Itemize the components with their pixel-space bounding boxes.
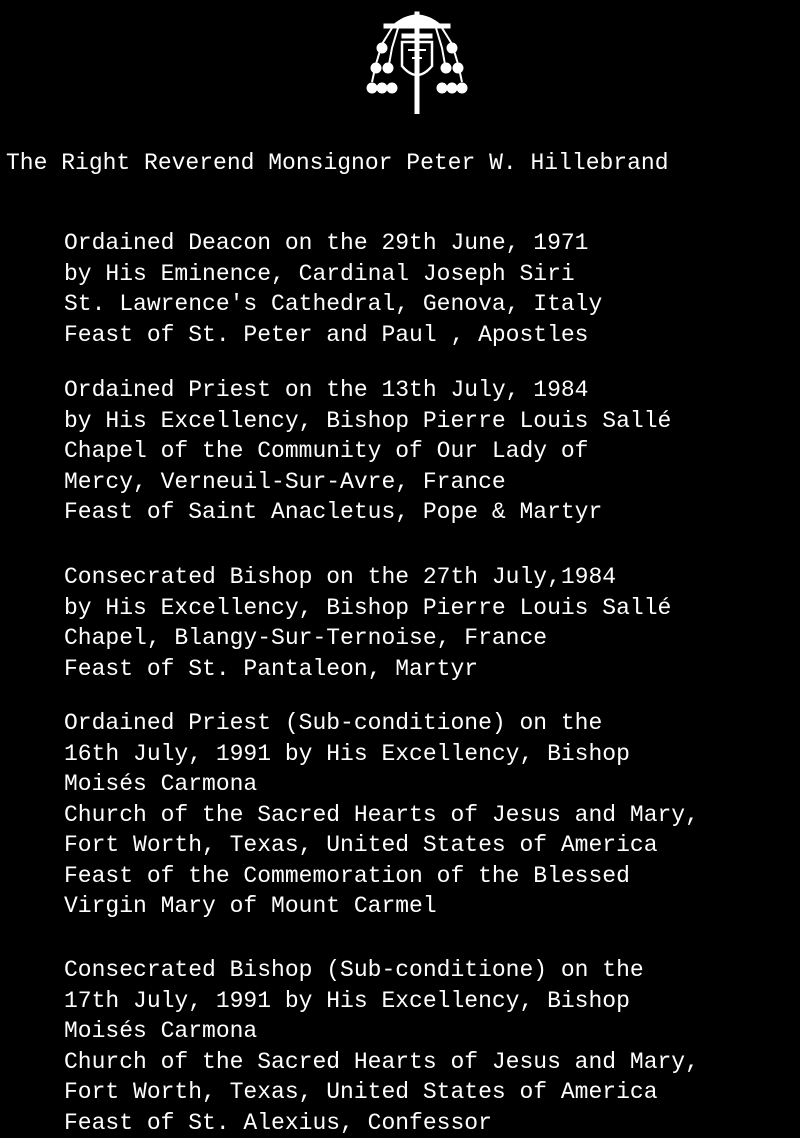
event-bishop-consecration-1984 <box>64 562 798 684</box>
event-line: St. Lawrence's Cathedral, Genova, Italy <box>64 289 798 320</box>
page-title: The Right Reverend Monsignor Peter W. Hillebrand <box>6 150 669 176</box>
event-line: Feast of St. Peter and Paul , Apostles <box>64 320 798 351</box>
event-line: Ordained Priest (Sub-conditione) on the <box>64 708 798 739</box>
event-line: Virgin Mary of Mount Carmel <box>64 891 798 922</box>
event-line: Fort Worth, Texas, United States of America <box>64 830 798 861</box>
event-line: Ordained Deacon on the 29th June, 1971 <box>64 228 798 259</box>
event-line: Ordained Priest on the 13th July, 1984 <box>64 375 798 406</box>
event-line: 17th July, 1991 by His Excellency, Bishop <box>64 986 798 1017</box>
event-line: by His Eminence, Cardinal Joseph Siri <box>64 259 798 290</box>
event-line: by His Excellency, Bishop Pierre Louis Sallé <box>64 406 798 437</box>
event-priest-ordination-1991 <box>64 708 798 922</box>
event-line: Consecrated Bishop on the 27th July,1984 <box>64 562 798 593</box>
event-line: Chapel, Blangy-Sur-Ternoise, France <box>64 623 798 654</box>
event-line: Feast of St. Alexius, Confessor <box>64 1108 798 1138</box>
event-line: Feast of the Commemoration of the Blessed <box>64 861 798 892</box>
episcopal-coat-of-arms-icon <box>362 4 472 114</box>
event-line: Moisés Carmona <box>64 1016 798 1047</box>
event-line: Fort Worth, Texas, United States of America <box>64 1077 798 1108</box>
event-line: Mercy, Verneuil-Sur-Avre, France <box>64 467 798 498</box>
event-bishop-consecration-1991 <box>64 955 798 1138</box>
event-line: Church of the Sacred Hearts of Jesus and Mary, <box>64 800 798 831</box>
event-line: by His Excellency, Bishop Pierre Louis Sallé <box>64 593 798 624</box>
event-line: 16th July, 1991 by His Excellency, Bishop <box>64 739 798 770</box>
event-priest-ordination-1984 <box>64 375 798 528</box>
event-line: Feast of Saint Anacletus, Pope & Martyr <box>64 497 798 528</box>
event-line: Chapel of the Community of Our Lady of <box>64 436 798 467</box>
event-line: Feast of St. Pantaleon, Martyr <box>64 654 798 685</box>
event-line: Church of the Sacred Hearts of Jesus and Mary, <box>64 1047 798 1078</box>
event-line: Consecrated Bishop (Sub-conditione) on the <box>64 955 798 986</box>
event-line: Moisés Carmona <box>64 769 798 800</box>
event-deacon-ordination <box>64 228 798 350</box>
